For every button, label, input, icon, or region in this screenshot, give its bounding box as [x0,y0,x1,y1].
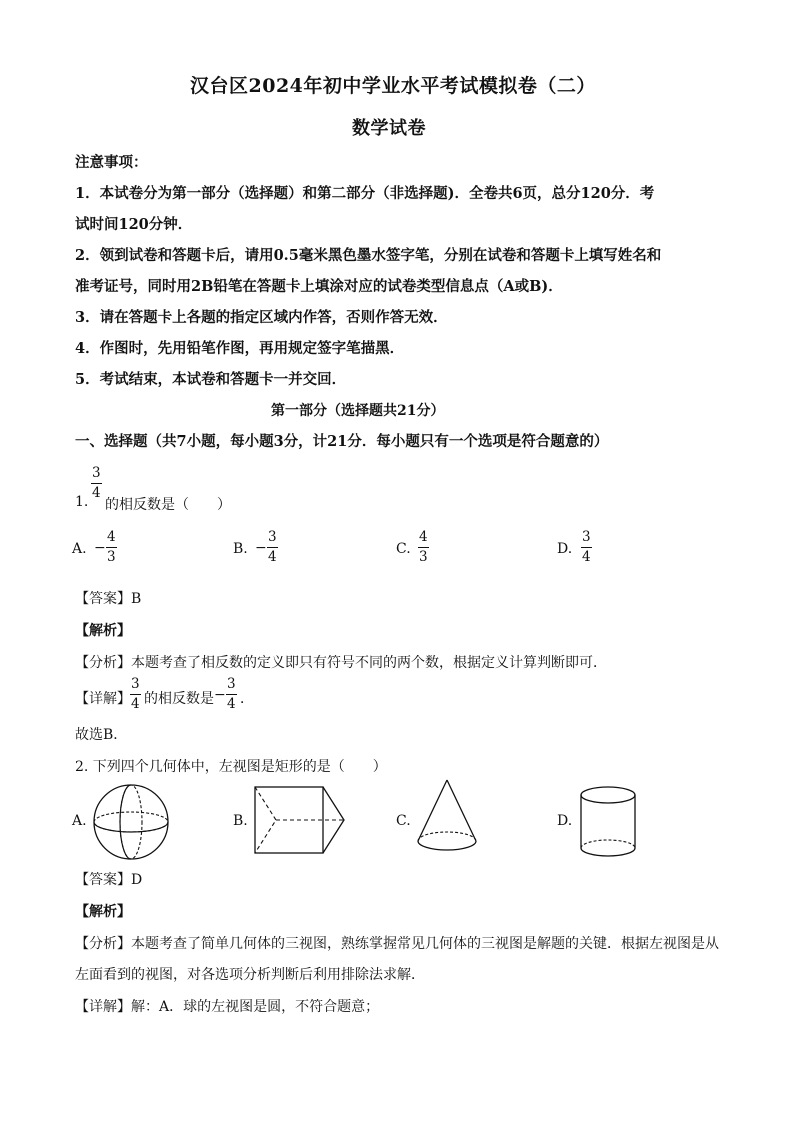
conclusion: 故选B． [75,727,128,743]
notice-item-2-line-2: 准考证号，同时用2B铅笔在答题卡上填涂对应的试卷类型信息点（A或B)． [75,278,563,295]
q2-fenxi-line-2: 左面看到的视图，对各选项分析判断后利用排除法求解． [75,967,425,983]
fenxi-text: 本题考查了相反数的定义即只有符号不同的两个数，根据定义计算判断即可． [131,655,607,671]
notice-item-1-line-1: 1．本试卷分为第一部分（选择题）和第二部分（非选择题)．全卷共6页，总分120分．考 [75,185,655,202]
page-subtitle: 数学试卷 [352,118,426,139]
q2-xiangjie-row [75,996,379,1016]
xiangjie-fraction-2 [226,678,237,711]
option-c-label: C. [396,541,411,557]
xiangjie-text: 解：A．球的左视图是圆，不符合题意； [131,999,380,1015]
fraction-denominator: 3 [107,548,116,565]
option-b-fraction [267,531,278,564]
fraction-numerator: 4 [419,529,428,545]
q2-answer-row [75,869,142,889]
xiangjie-end: ． [240,691,254,707]
fraction-numerator: 3 [227,676,236,692]
cone-figure [414,777,480,855]
xiangjie-tag: 【详解】 [75,999,131,1015]
question-2-stem: 2. 下列四个几何体中，左视图是矩形的是（ ） [75,759,387,775]
xiangjie-tag: 【详解】 [75,691,131,707]
option-d-label: D. [557,541,573,557]
notice-heading: 注意事项： [75,154,148,171]
fenxi-tag: 【分析】 [75,936,131,952]
xiangjie-sign: − [214,687,226,703]
q2-option-a-label: A. [72,813,87,829]
option-a-sign: − [94,540,106,556]
fraction-numerator: 3 [131,676,140,692]
answer-tag: 【答案】 [75,591,131,607]
sphere-figure [90,782,172,862]
q2-option-c-label: C. [396,813,411,829]
fraction-numerator: 3 [92,465,101,481]
part-title: 第一部分（选择题共21分） [271,403,445,419]
question-1-fraction [91,467,102,500]
fraction-denominator: 4 [582,548,591,565]
option-b-label: B. [233,541,248,557]
notice-item-3: 3．请在答题卡上各题的指定区域内作答，否则作答无效． [75,309,448,326]
cylinder-figure [578,784,640,860]
answer-tag: 【答案】 [75,872,131,888]
fraction-numerator: 3 [582,529,591,545]
question-1-number: 1. [75,494,89,510]
triangular-prism-figure [252,784,348,856]
question-1-stem: 的相反数是（ ） [105,497,231,513]
fraction-numerator: 3 [268,529,277,545]
notice-item-1-line-2: 试时间120分钟． [75,216,193,233]
q2-fenxi-line-1 [75,933,719,953]
notice-item-4: 4．作图时，先用铅笔作图，再用规定签字笔描黑． [75,340,405,357]
fraction-denominator: 4 [131,695,140,712]
fenxi-text: 本题考查了简单几何体的三视图，熟练掌握常见几何体的三视图是解题的关键．根据左视图是从 [131,936,719,952]
fraction-denominator: 3 [419,548,428,565]
notice-item-5: 5．考试结束，本试卷和答题卡一并交回． [75,371,347,388]
fraction-denominator: 4 [268,548,277,565]
fraction-denominator: 4 [227,695,236,712]
option-d-fraction [581,531,592,564]
fenxi-row [75,652,607,672]
answer-value: D [131,872,143,888]
fraction-denominator: 4 [92,484,101,501]
option-a-fraction [106,531,117,564]
xiangjie-fraction-1 [130,678,141,711]
analysis-tag: 【解析】 [75,623,131,639]
fenxi-tag: 【分析】 [75,655,131,671]
page-title: 汉台区2024年初中学业水平考试模拟卷（二） [190,75,596,97]
notice-item-2-line-1: 2．领到试卷和答题卡后，请用0.5毫米黑色墨水签字笔，分别在试卷和答题卡上填写姓名和 [75,247,662,264]
q2-analysis-tag: 【解析】 [75,904,131,920]
xiangjie-mid: 的相反数是 [144,691,214,707]
answer-row [75,588,141,608]
option-a-label: A. [72,541,87,557]
fraction-numerator: 4 [107,529,116,545]
q2-option-d-label: D. [557,813,573,829]
option-b-sign: − [255,540,267,556]
q2-option-b-label: B. [233,813,248,829]
option-c-fraction [418,531,429,564]
section-heading: 一、选择题（共7小题，每小题3分，计21分．每小题只有一个选项是符合题意的） [75,433,609,450]
answer-value: B [131,591,142,607]
